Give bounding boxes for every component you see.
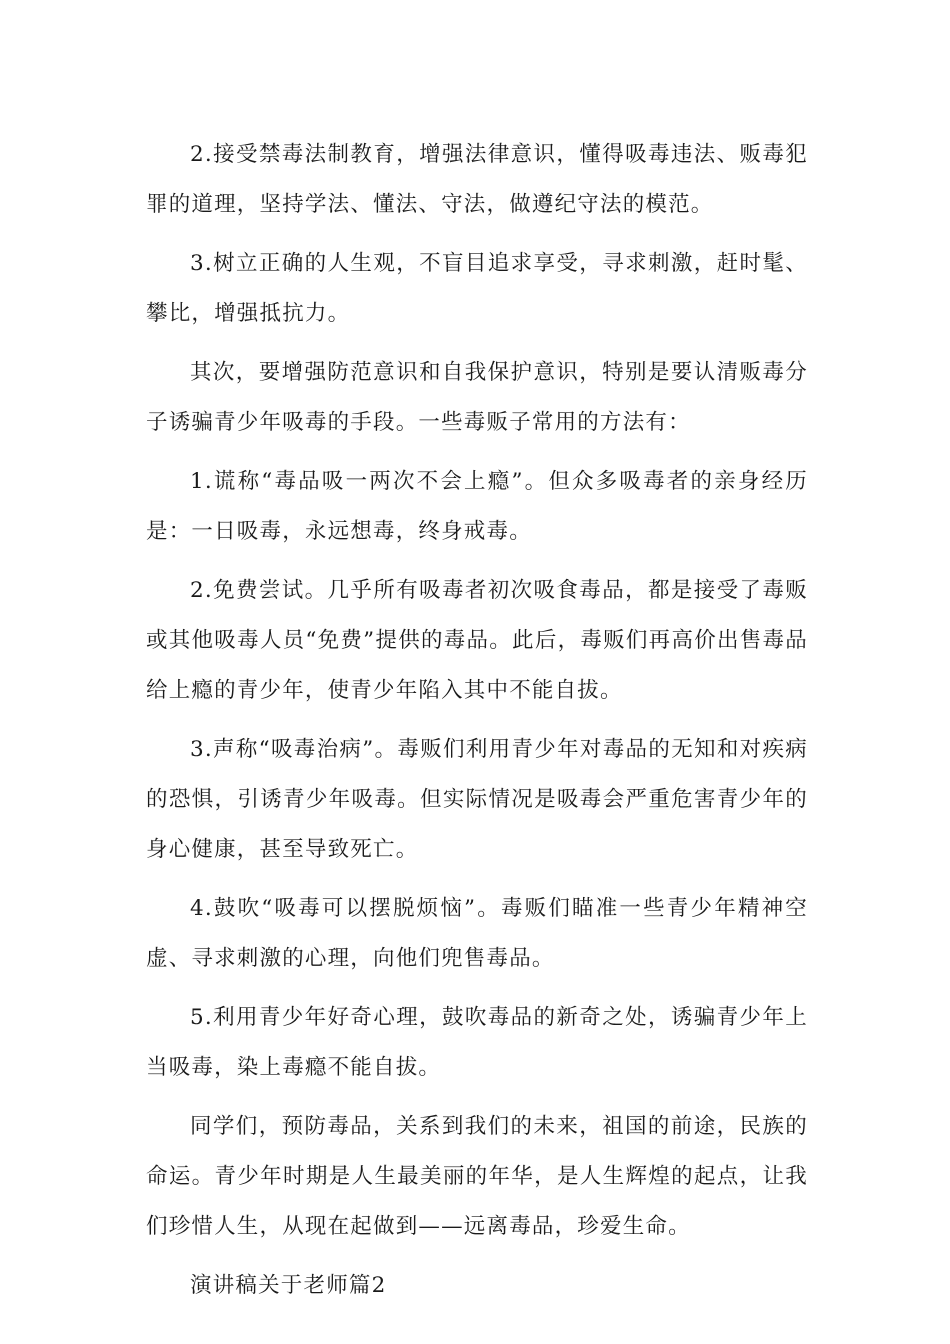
document-body <box>146 130 808 1320</box>
paragraph-item-3: 3.树立正确的人生观，不盲目追求享受，寻求刺激，赶时髦、攀比，增强抵抗力。 <box>146 251 808 326</box>
paragraph-method-3: 3.声称“吸毒治病”。毒贩们利用青少年对毒品的无知和对疾病的恐惧，引诱青少年吸毒。但实际情况是吸毒会严重危害青少年的身心健康，甚至导致死亡。 <box>146 737 808 862</box>
paragraph-method-5: 5.利用青少年好奇心理，鼓吹毒品的新奇之处，诱骗青少年上当吸毒，染上毒瘾不能自拔。 <box>146 1005 808 1080</box>
paragraph-secondly: 其次，要增强防范意识和自我保护意识，特别是要认清贩毒分子诱骗青少年吸毒的手段。一些毒贩子常用的方法有： <box>146 360 808 435</box>
paragraph-method-4: 4.鼓吹“吸毒可以摆脱烦恼”。毒贩们瞄准一些青少年精神空虚、寻求刺激的心理，向他们兜售毒品。 <box>146 896 808 971</box>
paragraph-conclusion: 同学们，预防毒品，关系到我们的未来，祖国的前途，民族的命运。青少年时期是人生最美丽的年华，是人生辉煌的起点，让我们珍惜人生，从现在起做到——远离毒品，珍爱生命。 <box>146 1114 808 1239</box>
paragraph-method-2: 2.免费尝试。几乎所有吸毒者初次吸食毒品，都是接受了毒贩或其他吸毒人员“免费”提供的毒品。此后，毒贩们再高价出售毒品给上瘾的青少年，使青少年陷入其中不能自拔。 <box>146 578 808 703</box>
paragraph-method-1: 1.谎称“毒品吸一两次不会上瘾”。但众多吸毒者的亲身经历是：一日吸毒，永远想毒，终身戒毒。 <box>146 469 808 544</box>
paragraph-item-2: 2.接受禁毒法制教育，增强法律意识，懂得吸毒违法、贩毒犯罪的道理，坚持学法、懂法、守法，做遵纪守法的模范。 <box>146 142 808 217</box>
section-heading: 演讲稿关于老师篇2 <box>190 1273 387 1298</box>
